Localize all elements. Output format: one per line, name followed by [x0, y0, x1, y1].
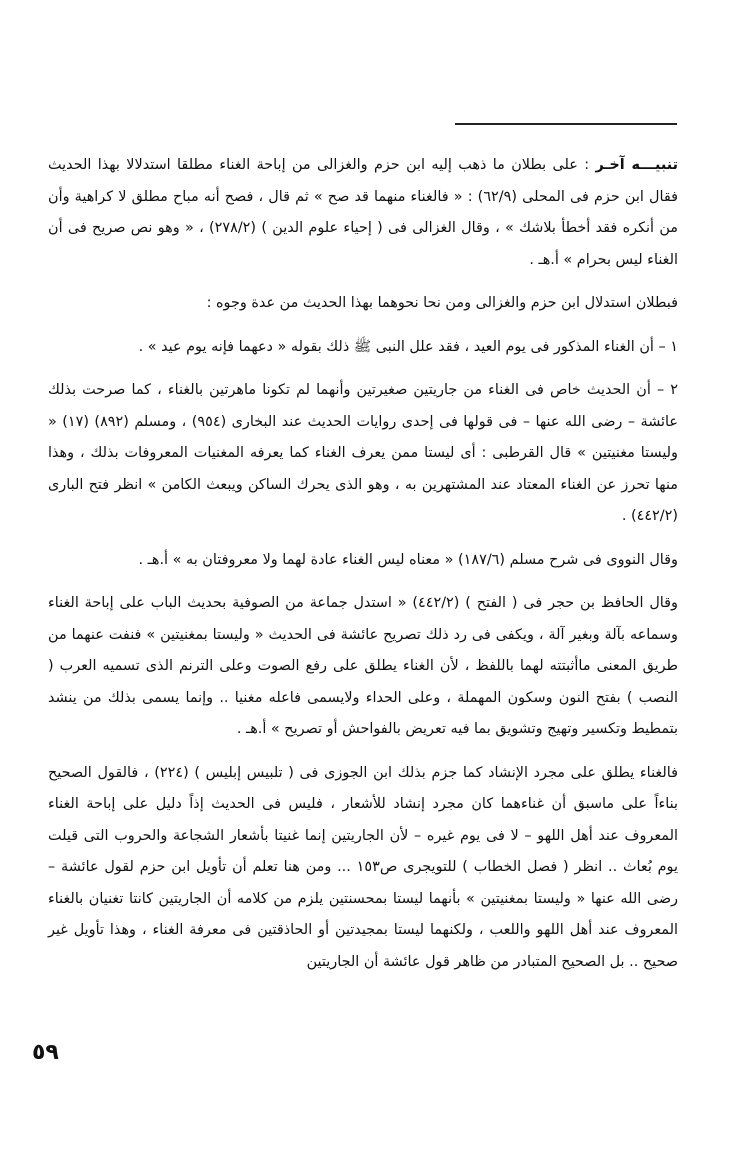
note-heading: تنبيـــه آخـر	[595, 157, 678, 173]
paragraph-note	[48, 150, 678, 276]
page-number: ٥٩	[32, 1040, 59, 1065]
paragraph-text: : على بطلان ما ذهب إليه ابن حزم والغزالى من إباحة الغناء مطلقا استدلالا بهذا الحديث فقال ابن حزم فى المحلى (٦٢/٩) : « فالغناء منهما قد صح » ثم قال ، فصح أنه مباح مطلق لا كراهية وأن من أنكره فقد أخطأ بلاشك » ، وقال الغزالى فى ( إحياء علوم الدين ) (٢٧٨/٢) ، « وهو نص صريح فى أن الغناء ليس بحرام » أ.هـ .	[48, 157, 678, 268]
paragraph-conclusion: فالغناء يطلق على مجرد الإنشاد كما جزم بذلك ابن الجوزى فى ( تلبيس إبليس ) (٢٢٤) ، فالقول الصحيح بناءاً على ماسبق أن غناءهما كان مجرد إنشاد للأشعار ، فليس فى الحديث إذاً دليل على إباحة الغناء المعروف عند أهل اللهو – لا فى يوم غيره – لأن الجاريتين إنما غنيتا بأشعار الشجاعة والحروب التى قيلت يوم بُعاث .. انظر ( فصل الخطاب ) للتويجرى ص١٥٣ ... ومن هنا تعلم أن تأويل ابن حزم لقول عائشة – رضى الله عنها « وليستا بمغنيتين » بأنهما ليستا بمحسنتين يلزم من كلامه أن الجاريتين كانتا تغنيان بالغناء المعروف عند أهل اللهو واللعب ، ولكنهما ليستا بمجيدتين أو الحاذقتين فى معرفة الغناء ، وهذا تأويل غير صحيح .. بل الصحيح المتبادر من ظاهر قول عائشة أن الجاريتين	[48, 764, 678, 970]
paragraph-point-1: ١ – أن الغناء المذكور فى يوم العيد ، فقد علل النبى ﷺ ذلك بقوله « دعهما فإنه يوم عيد » .	[138, 338, 678, 355]
paragraph-point-2: ٢ – أن الحديث خاص فى الغناء من جاريتين صغيرتين وأنهما لم تكونا ماهرتين بالغناء ، كما صرحت بذلك عائشة – رضى الله عنها – فى قولها فى إحدى روايات الحديث عند البخارى (٩٥٤) ، ومسلم (٨٩٢) (١٧) « وليستا مغنيتين » قال القرطبى : أى ليستا ممن يعرف الغناء كما يعرفه المغنيات المعروفات بذلك ، وهذا منها تحرز عن الغناء المعتاد عند المشتهرين به ، وهو الذى يحرك الساكن ويبعث الكامن » انظر فتح البارى (٤٤٢/٢) .	[48, 382, 679, 524]
paragraph-ibn-hajar: وقال الحافظ بن حجر فى ( الفتح ) (٤٤٢/٢) « استدل جماعة من الصوفية بحديث الباب على إباحة الغناء وسماعه بآلة وبغير آلة ، ويكفى فى رد ذلك تصريح عائشة فى الحديث « وليستا بمغنيتين » فنفت عنهما من طريق المعنى ماأثبتته لهما باللفظ ، لأن الغناء يطلق على رفع الصوت وعلى الترنم الذى تسميه العرب ( النصب ) بفتح النون وسكون المهملة ، وعلى الحداء ولايسمى فاعله مغنيا .. وإنما يسمى بذلك من ينشد بتمطيط وتكسير وتهيج وتشويق بما فيه تعريض بالفواحش أو تصريح » أ.هـ .	[48, 595, 678, 737]
page-body	[48, 150, 678, 978]
paragraph-intro: فبطلان استدلال ابن حزم والغزالى ومن نحا نحوهما بهذا الحديث من عدة وجوه :	[206, 295, 678, 311]
paragraph-nawawi: وقال النووى فى شرح مسلم (١٨٧/٦) « معناه ليس الغناء عادة لهما ولا معروفتان به » أ.هـ .	[138, 551, 678, 568]
top-rule	[455, 123, 677, 125]
